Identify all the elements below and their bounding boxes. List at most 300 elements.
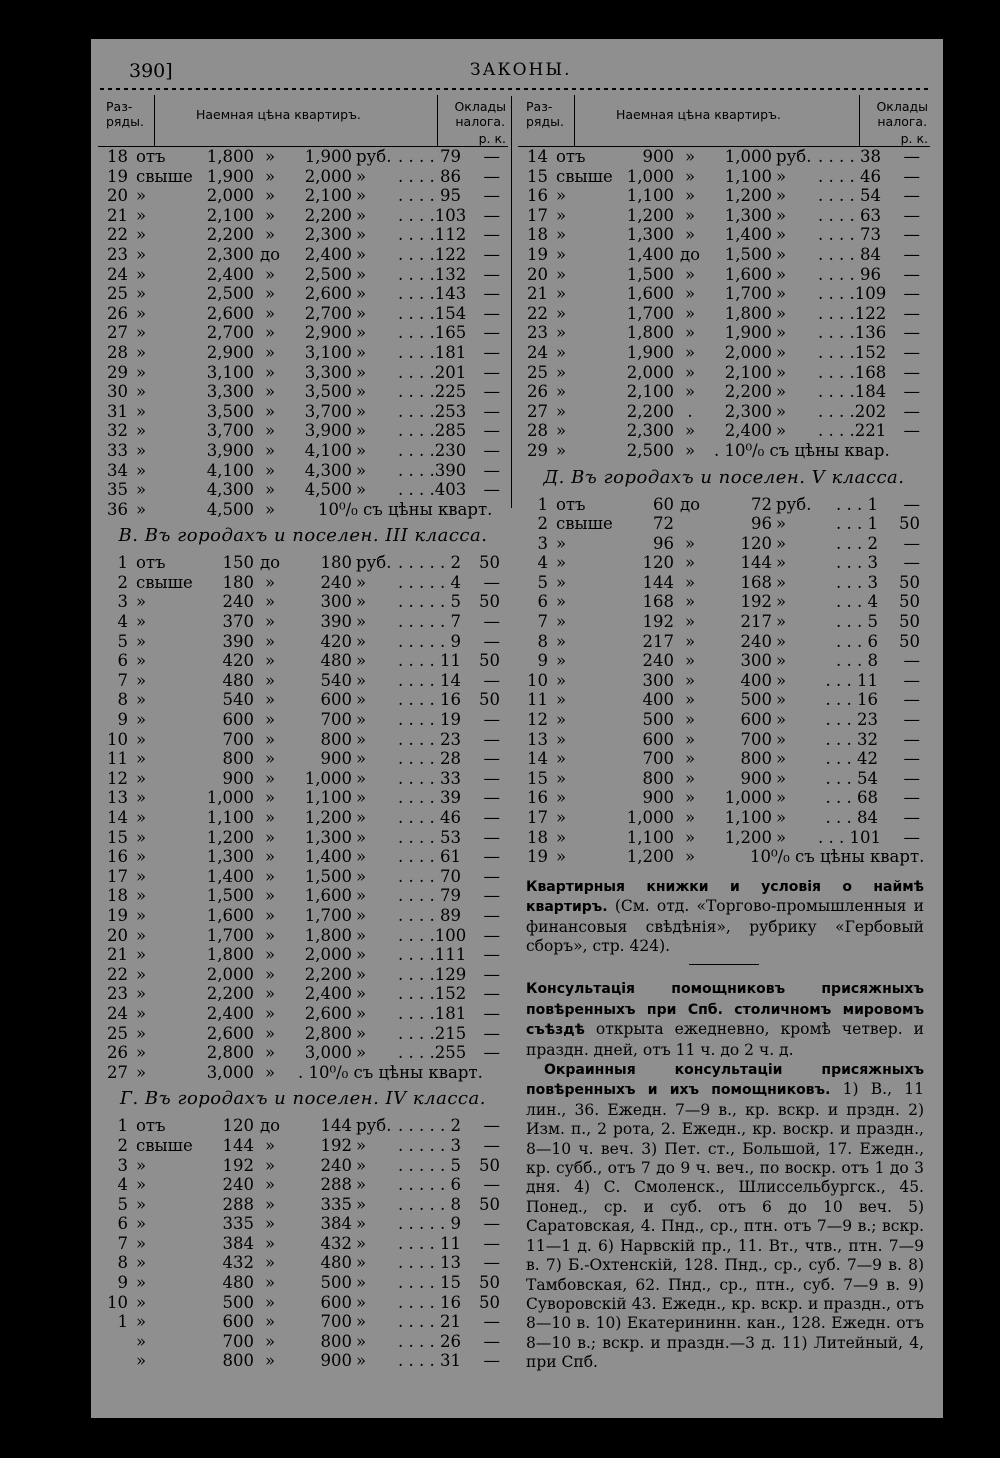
table-row <box>518 612 930 632</box>
table-cell: 23 <box>527 323 548 343</box>
table-cell: 3 <box>117 592 128 612</box>
table-cell: 1,800 <box>626 323 674 343</box>
table-cell: 33 <box>107 440 128 460</box>
table-cell: — <box>483 205 500 225</box>
table-cell: » <box>264 1135 276 1155</box>
table-cell: 5 <box>537 572 548 592</box>
table-cell: » <box>556 631 567 651</box>
table-cell: » <box>556 205 567 225</box>
table-cell: 24 <box>107 264 128 284</box>
table-cell: » <box>684 788 696 808</box>
table-cell: . . . 32 <box>825 729 878 749</box>
table-cell: — <box>483 710 500 730</box>
table-cell: 900 <box>222 768 254 788</box>
table-cell: » <box>264 1214 276 1234</box>
table-cell: » <box>356 1351 367 1371</box>
table-cell: 22 <box>527 303 548 323</box>
table-cell: 3,500 <box>304 382 352 402</box>
table-cell: 22 <box>107 964 128 984</box>
table-cell: » <box>136 421 147 441</box>
table-row <box>98 651 508 671</box>
table-cell: 1,400 <box>206 866 254 886</box>
table-cell: — <box>903 533 920 553</box>
table-cell: 50 <box>899 514 920 534</box>
table-cell: 2,400 <box>206 264 254 284</box>
table-cell: — <box>903 827 920 847</box>
table-cell: — <box>483 984 500 1004</box>
table-cell: 120 <box>222 1116 254 1136</box>
table-cell: » <box>264 421 276 441</box>
table-cell: » <box>136 631 147 651</box>
table-cell: 1,300 <box>724 205 772 225</box>
table-cell: — <box>483 460 500 480</box>
table-cell: — <box>903 788 920 808</box>
table-cell: 1,800 <box>206 147 254 166</box>
table-cell: » <box>776 631 787 651</box>
table-cell: 31 <box>107 401 128 421</box>
section-title-d: Д. Въ городахъ и поселен. V класса. <box>543 466 905 488</box>
table-cell: » <box>356 186 367 206</box>
table-cell: . . . .403 <box>398 480 467 500</box>
table-cell: 600 <box>222 710 254 730</box>
book-page <box>90 38 944 1418</box>
table-cell: 1 <box>117 553 128 573</box>
table-row <box>518 402 930 422</box>
table-cell: 1,900 <box>206 166 254 186</box>
table-row <box>518 225 930 245</box>
table-cell: » <box>264 1003 276 1023</box>
table-cell: 2,200 <box>304 205 352 225</box>
table-cell: 50 <box>479 1194 500 1214</box>
table-cell: » <box>136 303 147 323</box>
table-cell: 2,000 <box>724 342 772 362</box>
table-row <box>98 769 508 789</box>
table-cell: » <box>136 1023 147 1043</box>
table-cell: » <box>776 362 787 382</box>
table-cell: » <box>776 225 787 245</box>
table-cell: 28 <box>107 342 128 362</box>
table-cell: 2,100 <box>206 205 254 225</box>
table-cell: 18 <box>107 886 128 906</box>
table-row <box>98 553 508 573</box>
table-cell: — <box>903 768 920 788</box>
table-row-final: 29 » 2,500 » . 10⁰/₀ съ цѣны квар. <box>527 440 890 460</box>
table-cell: 800 <box>642 768 674 788</box>
table-cell: 1,100 <box>206 808 254 827</box>
frame-line <box>943 38 944 1418</box>
table-cell: » <box>264 572 276 592</box>
table-cell: » <box>776 205 787 225</box>
table-cell: 1,000 <box>626 166 674 186</box>
table-row <box>98 1332 508 1352</box>
table-cell: » <box>776 401 787 421</box>
table-cell: — <box>903 553 920 573</box>
table-cell: 50 <box>479 553 500 573</box>
table-cell: . . . 68 <box>825 788 878 808</box>
table-row <box>518 788 930 808</box>
table-cell: » <box>264 1023 276 1043</box>
table-cell: . . . .152 <box>818 342 887 362</box>
table-cell: » <box>776 729 787 749</box>
table-cell: » <box>136 342 147 362</box>
table-cell: » <box>356 866 367 886</box>
table-cell: . . . . 13 <box>398 1253 461 1273</box>
table-row <box>98 206 508 226</box>
table-cell: . . . 54 <box>825 768 878 788</box>
table-cell: 3,300 <box>304 362 352 382</box>
header-price: Наемная цѣна квартиръ. <box>196 107 361 122</box>
table-cell: » <box>556 533 567 553</box>
table-cell: 2,800 <box>206 1043 254 1063</box>
table-cell: — <box>903 362 920 382</box>
table-cell: 1,800 <box>206 945 254 965</box>
table-cell: 25 <box>107 284 128 304</box>
table-cell: 23 <box>107 984 128 1004</box>
table-cell: » <box>776 303 787 323</box>
table-cell: » <box>356 362 367 382</box>
table-cell: » <box>356 1043 367 1063</box>
table-cell: . . . . 54 <box>818 186 881 206</box>
table-cell: 4,500 <box>304 480 352 500</box>
table-cell: . . . 42 <box>825 749 878 769</box>
table-cell: » <box>264 460 276 480</box>
table-cell: . . . .165 <box>398 323 467 343</box>
table-cell: » <box>776 612 787 632</box>
table-cell: — <box>903 205 920 225</box>
table-row <box>98 867 508 887</box>
table-cell: — <box>483 572 500 592</box>
table-cell: 3,300 <box>206 382 254 402</box>
table-cell: » <box>264 1253 276 1273</box>
table-cell: . . . .253 <box>398 401 467 421</box>
table-cell: 26 <box>527 382 548 402</box>
table-cell: » <box>556 670 567 690</box>
table-cell: свыше <box>556 514 613 534</box>
table-cell: 96 <box>751 514 772 534</box>
table-cell: 480 <box>222 670 254 690</box>
table-cell: до <box>259 1116 281 1136</box>
table-cell: » <box>264 382 276 402</box>
table-cell: свыше <box>556 166 613 186</box>
table-cell: » <box>356 710 367 730</box>
table-cell: . . . 101 <box>818 827 881 847</box>
table-cell: » <box>556 225 567 245</box>
table-cell: 120 <box>740 533 772 553</box>
table-cell: — <box>483 225 500 245</box>
table-cell: » <box>264 225 276 245</box>
table-cell: » <box>776 382 787 402</box>
table-cell: — <box>483 1023 500 1043</box>
table-cell: » <box>356 1331 367 1351</box>
table-cell: . . . 4 <box>836 592 878 612</box>
table-cell: . . . .215 <box>398 1023 467 1043</box>
table-cell: . . . 1 <box>836 494 878 514</box>
table-cell: . . . . 89 <box>398 905 461 925</box>
table-cell: » <box>136 964 147 984</box>
table-cell: » <box>684 572 696 592</box>
table-cell: 240 <box>222 592 254 612</box>
table-cell: . . . . 95 <box>398 186 461 206</box>
table-cell: » <box>264 808 276 827</box>
table-cell: » <box>356 984 367 1004</box>
table-cell: 3,100 <box>304 342 352 362</box>
table-cell: 800 <box>222 749 254 769</box>
table-cell: 9 <box>117 710 128 730</box>
table-cell: 1,100 <box>724 808 772 827</box>
table-cell: 13 <box>527 729 548 749</box>
table-row <box>518 534 930 554</box>
table-row <box>98 1195 508 1215</box>
table-cell: 370 <box>222 612 254 632</box>
table-cell: » <box>264 964 276 984</box>
table-cell: » <box>776 323 787 343</box>
table-row <box>98 808 508 828</box>
table-cell: » <box>136 440 147 460</box>
table-cell: 240 <box>320 1155 352 1175</box>
table-cell: 17 <box>107 866 128 886</box>
table-cell: » <box>684 710 696 730</box>
table-cell: 1,200 <box>626 205 674 225</box>
table-cell: » <box>136 1043 147 1063</box>
header-category: Раз- ряды. <box>526 99 564 129</box>
table-cell: 3,100 <box>206 362 254 382</box>
table-cell: — <box>483 440 500 460</box>
table-cell: 144 <box>642 572 674 592</box>
table-cell: 2,100 <box>626 382 674 402</box>
table-cell: » <box>556 572 567 592</box>
table-cell: . . . . 79 <box>398 147 461 166</box>
table-cell: 144 <box>320 1116 352 1136</box>
table-cell: — <box>903 421 920 441</box>
table-cell: » <box>356 827 367 847</box>
table-cell: 15 <box>107 827 128 847</box>
table-cell: » <box>356 460 367 480</box>
table-cell: » <box>684 323 696 343</box>
table-cell: » <box>684 808 696 827</box>
table-cell: 16 <box>527 186 548 206</box>
table-row <box>98 847 508 867</box>
table-cell: 700 <box>222 1331 254 1351</box>
table-cell: . . . 8 <box>836 651 878 671</box>
table-cell: — <box>483 1351 500 1371</box>
table-cell: » <box>264 592 276 612</box>
table-cell: 480 <box>320 651 352 671</box>
table-cell: 2,300 <box>626 421 674 441</box>
table-cell: » <box>264 147 276 166</box>
table-cell: 2,500 <box>206 284 254 304</box>
table-cell: 600 <box>320 1292 352 1312</box>
table-cell: 600 <box>222 1312 254 1332</box>
table-a-left <box>98 147 508 500</box>
table-cell: 12 <box>107 768 128 788</box>
table-cell: 900 <box>320 749 352 769</box>
table-cell: 240 <box>320 572 352 592</box>
table-cell: » <box>556 592 567 612</box>
table-cell: — <box>483 670 500 690</box>
table-cell: 1,400 <box>626 244 674 264</box>
paragraph-heading: Окраинныя консультаціи присяжныхъ повѣренныхъ и ихъ помощниковъ. <box>526 1062 924 1099</box>
table-cell: » <box>136 362 147 382</box>
table-cell: » <box>136 205 147 225</box>
table-cell: . . . . . 5 <box>398 592 461 612</box>
table-cell: » <box>776 808 787 827</box>
table-cell: 800 <box>222 1351 254 1371</box>
table-row <box>98 186 508 206</box>
table-cell: 1 <box>117 1312 128 1332</box>
table-cell: 600 <box>740 710 772 730</box>
table-row <box>98 984 508 1004</box>
table-row <box>98 1004 508 1024</box>
table-cell: — <box>903 749 920 769</box>
table-cell: до <box>259 553 281 573</box>
table-cell: — <box>483 749 500 769</box>
table-cell: 1,100 <box>626 186 674 206</box>
table-cell: . . . . . 6 <box>398 1175 461 1195</box>
table-cell: » <box>136 847 147 867</box>
table-cell: 11 <box>527 690 548 710</box>
table-cell: » <box>556 827 567 847</box>
table-row <box>98 965 508 985</box>
table-cell: . . . 23 <box>825 710 878 730</box>
table-cell: 50 <box>479 1292 500 1312</box>
table-cell: 6 <box>537 592 548 612</box>
table-cell: 2,400 <box>206 1003 254 1023</box>
table-cell: . . . .390 <box>398 460 467 480</box>
table-cell: 50 <box>899 631 920 651</box>
table-cell: 72 <box>751 494 772 514</box>
table-cell: 19 <box>107 166 128 186</box>
table-cell: 432 <box>222 1253 254 1273</box>
table-cell: 1,200 <box>304 808 352 827</box>
table-cell: отъ <box>556 147 586 166</box>
table-cell: . . . .112 <box>398 225 467 245</box>
table-cell: 25 <box>527 362 548 382</box>
table-cell: » <box>556 690 567 710</box>
table-cell: » <box>356 690 367 710</box>
table-cell: — <box>903 690 920 710</box>
table-cell: . . . . . 2 <box>398 553 461 573</box>
table-cell: » <box>684 421 696 441</box>
table-cell: . . . .152 <box>398 984 467 1004</box>
table-cell: » <box>776 342 787 362</box>
table-cell: 335 <box>222 1214 254 1234</box>
table-cell: 2,900 <box>304 323 352 343</box>
table-cell: » <box>136 945 147 965</box>
table-cell: 1,200 <box>724 827 772 847</box>
table-cell: » <box>264 1292 276 1312</box>
table-cell: » <box>684 303 696 323</box>
table-row <box>518 343 930 363</box>
table-row-final: 36 » 4,500 » 10⁰/₀ съ цѣны кварт. <box>107 499 493 519</box>
table-cell: 1,300 <box>304 827 352 847</box>
table-row <box>518 651 930 671</box>
table-cell: » <box>684 768 696 788</box>
frame-line <box>90 38 944 39</box>
table-cell: 2,300 <box>724 401 772 421</box>
table-cell: 3,900 <box>304 421 352 441</box>
table-cell: » <box>136 866 147 886</box>
table-cell: 500 <box>740 690 772 710</box>
table-cell: 8 <box>117 1253 128 1273</box>
table-cell: . . . 1 <box>836 514 878 534</box>
table-cell: » <box>136 1214 147 1234</box>
table-cell: » <box>264 866 276 886</box>
table-cell: » <box>776 186 787 206</box>
table-row <box>98 730 508 750</box>
table-cell: — <box>903 264 920 284</box>
table-cell: 800 <box>320 1331 352 1351</box>
table-cell: 300 <box>642 670 674 690</box>
table-cell: . . . 5 <box>836 612 878 632</box>
table-cell: » <box>356 421 367 441</box>
table-cell: » <box>556 612 567 632</box>
table-row <box>518 514 930 534</box>
table-cell: . . . .168 <box>818 362 887 382</box>
table-cell: 240 <box>642 651 674 671</box>
table-cell: » <box>684 612 696 632</box>
table-cell: » <box>136 710 147 730</box>
table-cell: » <box>684 362 696 382</box>
table-cell: 900 <box>642 147 674 166</box>
table-cell: 2,300 <box>206 244 254 264</box>
table-cell: » <box>356 1253 367 1273</box>
table-cell: 1,700 <box>304 905 352 925</box>
table-cell: » <box>684 147 696 166</box>
table-cell: » <box>264 166 276 186</box>
table-cell: — <box>483 866 500 886</box>
table-cell: » <box>136 651 147 671</box>
table-cell: 50 <box>899 572 920 592</box>
table-cell: » <box>776 514 787 534</box>
table-cell: » <box>556 749 567 769</box>
table-cell: . . . .111 <box>398 945 467 965</box>
table-cell: . . . . 84 <box>818 244 881 264</box>
table-cell: » <box>556 808 567 827</box>
table-row <box>98 323 508 343</box>
table-cell: 14 <box>107 808 128 827</box>
table-row <box>518 632 930 652</box>
table-cell: 3,500 <box>206 401 254 421</box>
table-cell: 17 <box>527 808 548 827</box>
table-cell: » <box>136 1194 147 1214</box>
table-cell: 21 <box>527 284 548 304</box>
table-cell: 3,000 <box>304 1043 352 1063</box>
table-row <box>98 828 508 848</box>
table-cell: 192 <box>740 592 772 612</box>
table-cell: 1,200 <box>206 827 254 847</box>
table-cell: 7 <box>537 612 548 632</box>
table-cell: . . . . 96 <box>818 264 881 284</box>
table-cell: » <box>136 264 147 284</box>
table-cell: » <box>556 729 567 749</box>
paragraph-apartment-books: Квартирныя книжки и условія о наймѣ квартиръ. (См. отд. «Торгово-промышленныя и финансовыя свѣдѣнія», рубрику «Гербовый сборъ», стр. 424). <box>526 878 924 955</box>
table-cell: 1,100 <box>304 788 352 808</box>
table-cell: — <box>483 284 500 304</box>
table-cell: » <box>264 886 276 906</box>
table-row <box>518 382 930 402</box>
table-cell: » <box>264 205 276 225</box>
table-cell: » <box>264 631 276 651</box>
table-cell: 4 <box>117 1175 128 1195</box>
table-cell: » <box>356 382 367 402</box>
table-cell: 35 <box>107 480 128 500</box>
table-cell: » <box>356 592 367 612</box>
table-cell: 2,200 <box>206 984 254 1004</box>
table-cell: » <box>356 749 367 769</box>
table-cell: — <box>483 147 500 166</box>
table-cell: — <box>903 284 920 304</box>
table-cell: — <box>903 494 920 514</box>
